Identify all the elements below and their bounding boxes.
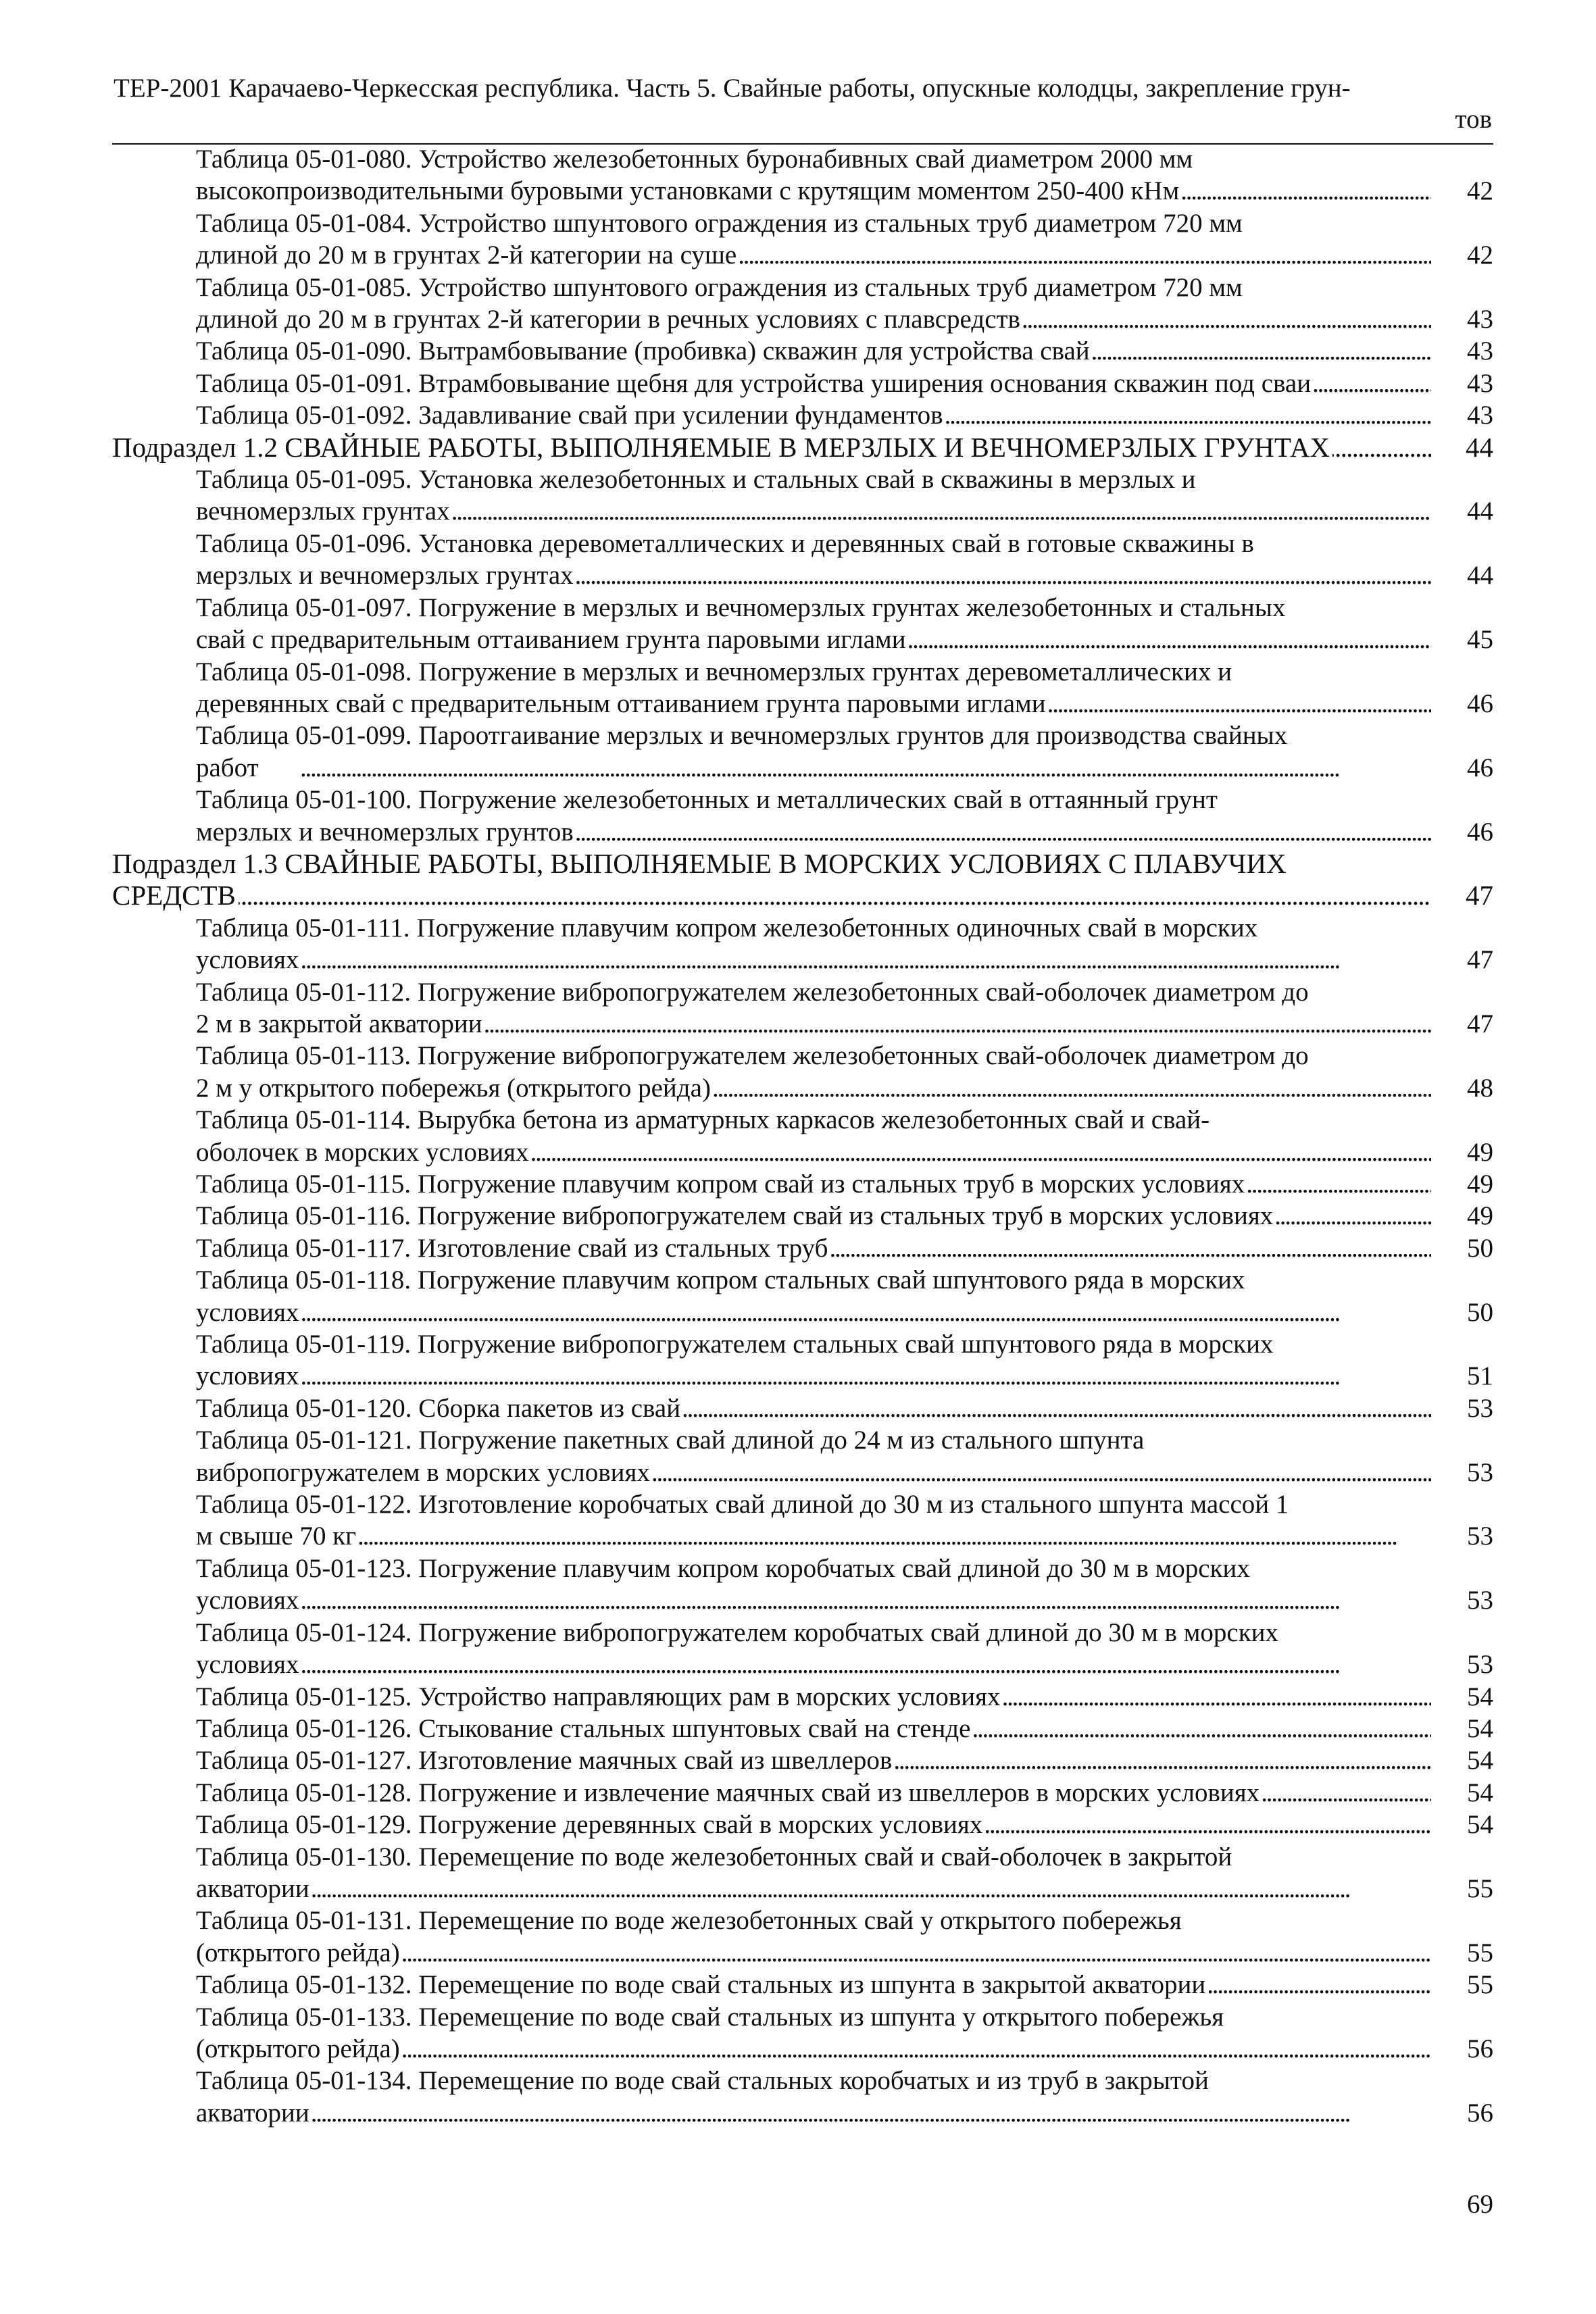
dot-leader	[653, 1457, 1431, 1488]
toc-entry-last-line	[196, 1681, 1434, 1713]
toc-entry-text	[112, 432, 1493, 463]
toc-page-number: 42	[1467, 241, 1493, 270]
toc-table-entry[interactable]	[196, 463, 1493, 528]
toc-table-entry[interactable]	[196, 720, 1493, 784]
dot-leader	[301, 752, 1431, 784]
toc-table-entry[interactable]	[196, 656, 1493, 720]
toc-entry-last-line	[196, 1360, 1434, 1392]
toc-table-entry[interactable]	[196, 368, 1493, 399]
toc-table-entry[interactable]	[196, 1392, 1493, 1424]
toc-table-entry[interactable]	[196, 1200, 1493, 1232]
toc-table-entry[interactable]	[196, 272, 1493, 336]
toc-page-number: 53	[1467, 1650, 1493, 1680]
dot-leader	[973, 1713, 1431, 1744]
toc-entry-continuation: Таблица 05-01-115. Погружение плавучим копром свай из стальных труб в морских условиях	[196, 1169, 1245, 1199]
toc-page-number: 55	[1467, 1873, 1493, 1903]
toc-table-entry[interactable]	[196, 1040, 1493, 1104]
toc-table-entry[interactable]	[196, 1681, 1493, 1713]
dot-leader	[1003, 1681, 1431, 1713]
dot-leader	[1314, 368, 1431, 399]
toc-entry-title: Таблица 05-01-096. Установка деревометаллических и деревянных свай в готовые скважины в	[196, 528, 1254, 558]
toc-entry-text	[196, 1488, 1493, 1553]
toc-page-number: 53	[1467, 1457, 1493, 1487]
toc-page-number: 50	[1467, 1297, 1493, 1327]
toc-entry-text	[196, 656, 1493, 720]
toc-entry-title: Таблица 05-01-080. Устройство железобетонных буронабивных свай диаметром 2000 мм	[196, 145, 1193, 174]
toc-entry-text	[196, 1040, 1493, 1104]
toc-entry-last-line	[196, 1649, 1434, 1680]
dot-leader	[302, 944, 1432, 976]
dot-leader	[830, 1232, 1431, 1264]
toc-page-number: 54	[1467, 1713, 1493, 1743]
toc-entry-continuation: 2 м у открытого побережья (открытого рейда)	[196, 1073, 711, 1103]
toc-entry-text	[196, 784, 1493, 848]
toc-entry-text	[196, 1200, 1493, 1232]
toc-entry-title: Таблица 05-01-121. Погружение пакетных свай длиной до 24 м из стального шпунта	[196, 1426, 1145, 1455]
toc-page-number: 43	[1467, 401, 1493, 430]
dot-leader	[576, 559, 1431, 591]
toc-entry-last-line	[196, 688, 1434, 720]
toc-entry-continuation: м свыше 70 кг	[196, 1521, 357, 1551]
toc-entry-title: Таблица 05-01-130. Перемещение по воде железобетонных свай и свай-оболочек в закрытой	[196, 1842, 1232, 1871]
toc-entry-last-line	[196, 1297, 1434, 1328]
toc-entry-last-line	[196, 559, 1434, 591]
toc-entry-last-line	[196, 495, 1434, 527]
toc-table-entry[interactable]	[196, 1777, 1493, 1809]
toc-entry-continuation: Таблица 05-01-117. Изготовление свай из стальных труб	[196, 1233, 828, 1263]
running-header-line1: ТЕР-2001 Карачаево-Черкесская республика. Часть 5. Свайные работы, опускные колодцы, закрепление грун-	[114, 74, 1351, 103]
toc-entry-continuation: мерзлых и вечномерзлых грунтов	[196, 817, 574, 847]
toc-entry-last-line	[112, 431, 1434, 463]
toc-page-number: 46	[1467, 688, 1493, 718]
toc-entry-last-line	[196, 1168, 1434, 1200]
toc-table-entry[interactable]	[196, 399, 1493, 431]
toc-entry-continuation: Таблица 05-01-120. Сборка пакетов из свай	[196, 1393, 681, 1423]
dot-leader	[312, 1873, 1431, 1905]
toc-entry-continuation: длиной до 20 м в грунтах 2-й категории на суше	[196, 241, 737, 270]
toc-page-number: 43	[1467, 368, 1493, 398]
toc-subsection-entry[interactable]	[112, 432, 1493, 463]
toc-entry-title: Таблица 05-01-098. Погружение в мерзлых и вечномерзлых грунтах деревометаллических и	[196, 657, 1232, 686]
running-header	[114, 73, 1492, 135]
toc-entry-last-line	[196, 175, 1434, 207]
page-number: 69	[1467, 2190, 1493, 2219]
toc-entry-continuation: Таблица 05-01-129. Погружение деревянных свай в морских условиях	[196, 1810, 983, 1840]
toc-entry-text	[196, 143, 1493, 207]
toc-entry-text	[196, 1681, 1493, 1713]
toc-page-number: 54	[1467, 1682, 1493, 1711]
dot-leader	[1208, 1969, 1431, 2001]
toc-page-number: 49	[1467, 1201, 1493, 1231]
toc-page-number: 43	[1467, 305, 1493, 334]
toc-table-entry[interactable]	[196, 1168, 1493, 1200]
toc-page-number: 44	[1466, 431, 1493, 463]
toc-entry-continuation: СРЕДСТВ	[112, 880, 236, 911]
toc-page-number: 54	[1467, 1810, 1493, 1840]
toc-subsection-entry[interactable]	[112, 848, 1493, 912]
toc-entry-last-line	[196, 1584, 1434, 1616]
toc-table-entry[interactable]	[196, 912, 1493, 976]
toc-entry-text	[196, 912, 1493, 976]
toc-entry-last-line	[196, 1457, 1434, 1488]
toc-entry-continuation: Подраздел 1.2 СВАЙНЫЕ РАБОТЫ, ВЫПОЛНЯЕМЫЕ В МЕРЗЛЫХ И ВЕЧНОМЕРЗЛЫХ ГРУНТАХ	[112, 431, 1330, 463]
toc-table-entry[interactable]	[196, 1104, 1493, 1168]
toc-entry-title: Таблица 05-01-099. Пароотгаивание мерзлых и вечномерзлых грунтов для производства свайных	[196, 721, 1288, 751]
toc-entry-last-line	[196, 944, 1434, 976]
toc-entry-last-line	[196, 1744, 1434, 1776]
toc-page-number: 54	[1467, 1778, 1493, 1807]
dot-leader	[946, 399, 1431, 431]
toc-page-number: 44	[1467, 561, 1493, 590]
toc-entry-continuation: условиях	[196, 1361, 299, 1391]
toc-entry-last-line	[196, 2097, 1434, 2129]
toc-page-number: 56	[1467, 2098, 1493, 2128]
toc-entry-last-line	[196, 1200, 1434, 1232]
toc-entry-text	[196, 1424, 1493, 1488]
toc-entry-continuation: Таблица 05-01-116. Погружение вибропогружателем свай из стальных труб в морских условиях	[196, 1201, 1274, 1231]
dot-leader	[909, 624, 1431, 655]
toc-page-number: 47	[1466, 880, 1493, 911]
toc-entry-last-line: работ . . .	[299, 752, 1434, 784]
toc-entry-text	[196, 399, 1493, 431]
toc-table-entry[interactable]	[196, 207, 1493, 272]
toc-table-entry[interactable]	[196, 1905, 1493, 1969]
toc-entry-continuation: Таблица 05-01-127. Изготовление маячных свай из швеллеров	[196, 1746, 893, 1776]
toc-table-entry[interactable]	[196, 784, 1493, 848]
toc-page-number: 46	[1467, 817, 1493, 847]
toc-entry-last-line	[112, 880, 1434, 911]
toc-entry-last-line	[196, 1392, 1434, 1424]
toc-entry-text	[196, 1713, 1493, 1744]
dot-leader	[302, 1649, 1432, 1680]
table-of-contents	[0, 143, 1596, 2129]
toc-entry-last-line	[196, 1777, 1434, 1809]
toc-entry-continuation: Таблица 05-01-132. Перемещение по воде свай стальных из шпунта в закрытой акватории	[196, 1970, 1206, 2000]
toc-entry-text	[196, 528, 1493, 592]
toc-entry-text	[196, 463, 1493, 528]
toc-entry-text	[196, 1905, 1493, 1969]
dot-leader	[312, 2097, 1431, 2129]
toc-entry-text	[196, 272, 1493, 336]
toc-entry-continuation: Таблица 05-01-128. Погружение и извлечение маячных свай из швеллеров в морских условиях	[196, 1778, 1260, 1807]
toc-entry-text	[112, 848, 1493, 912]
toc-entry-title: Таблица 05-01-134. Перемещение по воде свай стальных коробчатых и из труб в закрытой	[196, 2066, 1209, 2096]
toc-table-entry[interactable]	[196, 528, 1493, 592]
toc-table-entry[interactable]	[196, 143, 1493, 207]
toc-page-number: 56	[1467, 2034, 1493, 2063]
toc-table-entry[interactable]	[196, 335, 1493, 367]
toc-page-number: 45	[1467, 625, 1493, 655]
toc-entry-title: Таблица 05-01-097. Погружение в мерзлых и вечномерзлых грунтах железобетонных и стальных	[196, 593, 1286, 622]
toc-entry-text	[196, 976, 1493, 1040]
toc-entry-title: Таблица 05-01-084. Устройство шпунтового ограждения из стальных труб диаметром 720 мм	[196, 208, 1243, 238]
toc-entry-title: Таблица 05-01-114. Вырубка бетона из арматурных каркасов железобетонных свай и свай-	[196, 1105, 1210, 1135]
toc-entry-text	[196, 368, 1493, 399]
toc-page-number: 55	[1467, 1938, 1493, 1967]
toc-table-entry[interactable]	[196, 2065, 1493, 2129]
toc-entry-continuation: оболочек в морских условиях	[196, 1137, 529, 1167]
toc-entry-text	[196, 1809, 1493, 1840]
toc-table-entry[interactable]	[196, 1264, 1493, 1328]
toc-page-number: 55	[1467, 1970, 1493, 2000]
toc-entry-text	[196, 207, 1493, 272]
toc-page-number: 47	[1467, 1009, 1493, 1038]
toc-entry-continuation: Таблица 05-01-090. Вытрамбовывание (пробивка) скважин для устройства свай	[196, 336, 1090, 366]
dot-leader	[302, 1360, 1432, 1392]
toc-entry-continuation: (открытого рейда)	[196, 1938, 400, 1967]
toc-entry-continuation: (открытого рейда)	[196, 2034, 400, 2063]
toc-table-entry[interactable]	[196, 1553, 1493, 1617]
toc-entry-last-line	[196, 1969, 1434, 2001]
dot-leader	[532, 1136, 1431, 1168]
dot-leader	[683, 1392, 1431, 1424]
dot-leader	[1247, 1168, 1431, 1200]
dot-leader	[1182, 175, 1431, 207]
dot-leader	[403, 2033, 1431, 2065]
toc-page-number: 53	[1467, 1586, 1493, 1615]
toc-entry-continuation: свай с предварительным оттаиванием грунта паровыми иглами	[196, 625, 906, 655]
toc-entry-last-line	[196, 399, 1434, 431]
toc-table-entry[interactable]	[196, 1713, 1493, 1744]
toc-table-entry[interactable]	[196, 2001, 1493, 2065]
toc-entry-text	[196, 1328, 1493, 1392]
dot-leader	[1332, 432, 1431, 463]
toc-entry-continuation: мерзлых и вечномерзлых грунтах	[196, 561, 574, 590]
toc-entry-last-line	[196, 303, 1434, 335]
toc-table-entry[interactable]	[196, 1969, 1493, 2001]
dot-leader	[985, 1809, 1431, 1840]
toc-table-entry[interactable]	[196, 1232, 1493, 1264]
toc-entry-last-line	[196, 1136, 1434, 1168]
toc-table-entry[interactable]	[196, 1841, 1493, 1905]
toc-table-entry[interactable]	[196, 592, 1493, 656]
toc-table-entry[interactable]	[196, 1328, 1493, 1392]
toc-entry-last-line	[196, 335, 1434, 367]
toc-entry-last-line	[196, 368, 1434, 399]
toc-entry-continuation: Таблица 05-01-126. Стыкование стальных шпунтовых свай на стенде	[196, 1713, 971, 1743]
toc-entry-text	[196, 2065, 1493, 2129]
toc-entry-last-line	[196, 2033, 1434, 2065]
toc-entry-text	[196, 1104, 1493, 1168]
toc-entry-text	[196, 1841, 1493, 1905]
toc-table-entry[interactable]	[196, 1488, 1493, 1553]
toc-entry-last-line	[196, 1809, 1434, 1840]
toc-page-number: 53	[1467, 1521, 1493, 1551]
dot-leader	[302, 1584, 1432, 1616]
dot-leader	[739, 239, 1431, 271]
toc-entry-last-line	[196, 239, 1434, 271]
toc-entry-continuation: 2 м в закрытой акватории	[196, 1009, 482, 1038]
toc-entry-text	[196, 1617, 1493, 1681]
toc-entry-text	[196, 592, 1493, 656]
toc-entry-text	[196, 1744, 1493, 1776]
toc-table-entry[interactable]	[196, 1744, 1493, 1776]
toc-entry-title: Подраздел 1.3 СВАЙНЫЕ РАБОТЫ, ВЫПОЛНЯЕМЫЕ В МОРСКИХ УСЛОВИЯХ С ПЛАВУЧИХ	[112, 847, 1287, 879]
toc-entry-last-line	[196, 1232, 1434, 1264]
toc-page-number: 50	[1467, 1233, 1493, 1263]
dot-leader	[576, 816, 1431, 848]
dot-leader	[1023, 303, 1431, 335]
toc-entry-continuation: условиях	[196, 1297, 299, 1327]
dot-leader	[714, 1072, 1431, 1104]
toc-table-entry[interactable]	[196, 1617, 1493, 1681]
toc-page-number: 53	[1467, 1393, 1493, 1423]
toc-entry-last-line	[196, 1072, 1434, 1104]
dot-leader	[403, 1937, 1431, 1969]
toc-entry-continuation: Таблица 05-01-092. Задавливание свай при усилении фундаментов	[196, 401, 943, 430]
toc-entry-text	[196, 1777, 1493, 1809]
toc-page-number: 46	[1467, 753, 1493, 782]
toc-page-number: 49	[1467, 1137, 1493, 1167]
toc-entry-title: Таблица 05-01-123. Погружение плавучим копром коробчатых свай длиной до 30 м в морских	[196, 1553, 1250, 1583]
toc-entry-title: Таблица 05-01-100. Погружение железобетонных и металлических свай в оттаянный грунт	[196, 785, 1218, 815]
toc-entry-continuation: акватории	[196, 1873, 309, 1903]
toc-entry-text	[196, 720, 1493, 784]
toc-entry-text	[196, 335, 1493, 367]
toc-entry-continuation: длиной до 20 м в грунтах 2-й категории в речных условиях с плавсредств	[196, 305, 1020, 334]
toc-entry-title: Таблица 05-01-131. Перемещение по воде железобетонных свай у открытого побережья	[196, 1906, 1182, 1936]
toc-entry-last-line	[196, 1937, 1434, 1969]
toc-entry-continuation: деревянных свай с предварительным оттаиванием грунта паровыми иглами	[196, 688, 1046, 718]
toc-page-number: 44	[1467, 497, 1493, 526]
dot-leader	[1276, 1200, 1431, 1232]
toc-page-number: 49	[1467, 1169, 1493, 1199]
toc-entry-last-line	[196, 1713, 1434, 1744]
toc-entry-continuation: условиях	[196, 1586, 299, 1615]
toc-entry-title: Таблица 05-01-118. Погружение плавучим копром стальных свай шпунтового ряда в морских	[196, 1265, 1245, 1295]
toc-table-entry[interactable]	[196, 1424, 1493, 1488]
toc-entry-text	[196, 1969, 1493, 2001]
toc-entry-continuation: акватории	[196, 2098, 309, 2128]
toc-entry-text	[196, 1264, 1493, 1328]
toc-page-number: 47	[1467, 945, 1493, 975]
toc-entry-text	[196, 1392, 1493, 1424]
toc-entry-title: Таблица 05-01-122. Изготовление коробчатых свай длиной до 30 м из стального шпунта массой 1	[196, 1490, 1289, 1519]
toc-entry-continuation: условиях	[196, 1650, 299, 1680]
toc-entry-text	[196, 1168, 1493, 1200]
dot-leader	[239, 880, 1431, 911]
toc-table-entry[interactable]	[196, 1809, 1493, 1840]
toc-page-number: 43	[1467, 336, 1493, 366]
toc-entry-text	[196, 1553, 1493, 1617]
toc-entry-continuation: Таблица 05-01-125. Устройство направляющих рам в морских условиях	[196, 1682, 1001, 1711]
toc-entry-continuation: высокопроизводительными буровыми установками с крутящим моментом 250-400 кНм	[196, 176, 1180, 206]
toc-entry-text	[196, 1232, 1493, 1264]
dot-leader	[1262, 1777, 1431, 1809]
toc-page-number: 51	[1467, 1361, 1493, 1391]
dot-leader	[302, 1297, 1432, 1328]
toc-entry-last-line	[196, 1873, 1434, 1905]
toc-entry-title: Таблица 05-01-111. Погружение плавучим копром железобетонных одиночных свай в морских	[196, 913, 1258, 942]
toc-page-number: 48	[1467, 1073, 1493, 1103]
dot-leader	[485, 1008, 1431, 1040]
toc-entry-text	[196, 2001, 1493, 2065]
toc-page-number: 54	[1467, 1746, 1493, 1776]
dot-leader	[1093, 335, 1431, 367]
toc-entry-title: Таблица 05-01-112. Погружение вибропогружателем железобетонных свай-оболочек диаметром до	[196, 977, 1309, 1007]
toc-entry-last-line	[196, 1520, 1434, 1552]
dot-leader	[895, 1744, 1431, 1776]
toc-entry-last-line	[196, 1008, 1434, 1040]
toc-entry-title: Таблица 05-01-124. Погружение вибропогружателем коробчатых свай длиной до 30 м в морских	[196, 1617, 1279, 1647]
toc-table-entry[interactable]	[196, 976, 1493, 1040]
toc-entry-continuation: Таблица 05-01-091. Втрамбовывание щебня для устройства уширения основания скважин под сваи	[196, 368, 1312, 398]
dot-leader	[453, 495, 1431, 527]
toc-entry-last-line	[196, 816, 1434, 848]
toc-entry-continuation: вибропогружателем в морских условиях	[196, 1457, 650, 1487]
toc-entry-title: Таблица 05-01-113. Погружение вибропогружателем железобетонных свай-оболочек диаметром до	[196, 1041, 1309, 1071]
toc-entry-title: Таблица 05-01-095. Установка железобетонных и стальных свай в скважины в мерзлых и	[196, 465, 1196, 495]
toc-entry-title: Таблица 05-01-119. Погружение вибропогружателем стальных свай шпунтового ряда в морских	[196, 1330, 1274, 1359]
dot-leader	[1049, 688, 1431, 720]
toc-entry-continuation: условиях	[196, 945, 299, 975]
toc-entry-last-line	[196, 624, 1434, 655]
toc-page-number: 42	[1467, 176, 1493, 206]
dot-leader	[359, 1520, 1431, 1552]
toc-entry-continuation: вечномерзлых грунтах	[196, 497, 450, 526]
running-header-line2: тов	[1455, 105, 1492, 134]
toc-entry-title: Таблица 05-01-085. Устройство шпунтового ограждения из стальных труб диаметром 720 мм	[196, 272, 1243, 302]
toc-entry-title: Таблица 05-01-133. Перемещение по воде свай стальных из шпунта у открытого побережья	[196, 2002, 1224, 2032]
